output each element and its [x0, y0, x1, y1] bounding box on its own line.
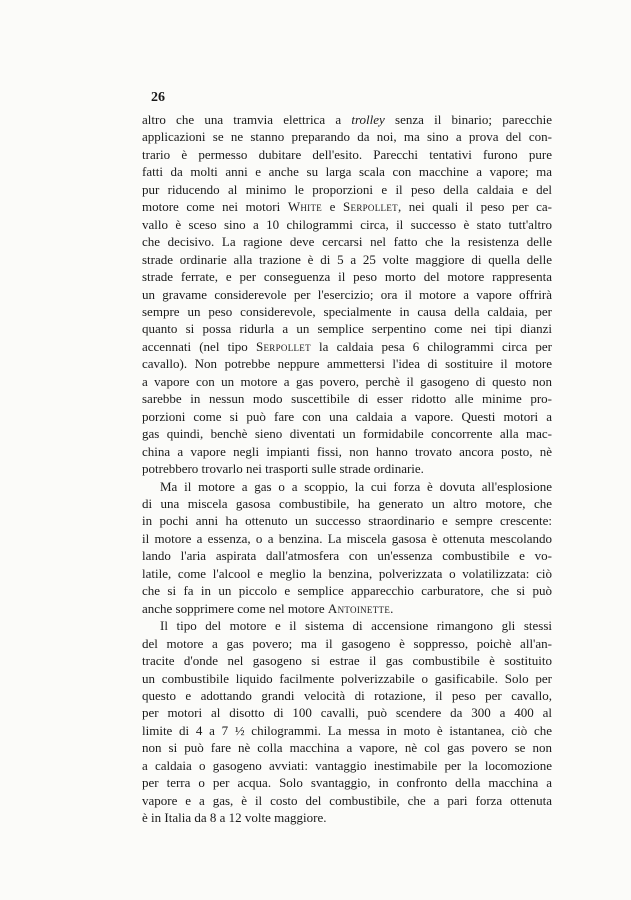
text-line [142, 809, 552, 826]
text-run: tracite d'onde nel gasogeno si estrae il gas combustibile è sostituito [142, 653, 552, 669]
text-run: il motore a essenza, o a benzina. La miscela gasosa è ottenuta mescolando [142, 530, 552, 546]
text-run: sempre un peso considerevole, specialmente in causa della caldaia, per [142, 303, 552, 319]
text-line [142, 600, 552, 617]
text-line [142, 670, 552, 687]
text-run: cavallo). Non potrebbe neppure ammettersi l'idea di sostituire il motore [142, 356, 552, 372]
text-run: accennati (nel tipo [142, 338, 256, 354]
text-run: sarebbe in nessun modo suscettibile di esser ridotto alle minime pro- [142, 391, 552, 407]
text-line [142, 774, 552, 791]
text-run: la caldaia pesa 6 chilogrammi circa per [310, 338, 552, 354]
text-line [142, 478, 552, 495]
text-line [142, 198, 552, 215]
text-run: motore come nei motori [142, 199, 288, 215]
text-line [142, 512, 552, 529]
text-run: limite di 4 a 7 ½ chilogrammi. La messa in moto è istantanea, ciò che [142, 722, 552, 738]
text-line [142, 373, 552, 390]
text-run: Il tipo del motore e il sistema di accensione rimangono gli stessi [160, 618, 552, 634]
text-line [142, 792, 552, 809]
text-line [142, 251, 552, 268]
text-run: non si può fare nè colla macchina a vapore, nè col gas povero se non [142, 740, 552, 756]
text-line [142, 163, 552, 180]
text-run: per terra o per acqua. Solo svantaggio, in confronto della macchina a [142, 775, 552, 791]
text-run: quanto si possa ridurla a un semplice serpentino come nei tipi dianzi [142, 321, 552, 337]
engine-name: Serpollet [255, 338, 311, 354]
text-line [142, 181, 552, 198]
text-line [142, 460, 552, 477]
text-run: senza il binario; parecchie [384, 112, 552, 127]
text-line [142, 582, 552, 599]
text-run: di una miscela gasosa combustibile, ha generato un altro motore, che [142, 495, 552, 511]
text-run: questo e adottando grandi velocità di rotazione, il peso per cavallo, [142, 687, 552, 703]
text-run: a caldaia o gasogeno avviati: vantaggio inestimabile per la locomozione [142, 757, 552, 773]
text-run: un gravame considerevole per l'esercizio; ora il motore a vapore offrirà [142, 286, 552, 302]
text-run: un combustibile liquido facilmente polverizzabile o gasificabile. Solo per [142, 670, 552, 686]
text-line [142, 408, 552, 425]
text-run: che si fa in un piccolo e semplice apparecchio carburatore, che si può [142, 583, 552, 599]
text-run: potrebbero trovarlo nei trasporti sulle strade ordinarie. [142, 461, 424, 477]
text-line [142, 617, 552, 634]
text-run: per motori al disotto di 100 cavalli, può scendere da 300 a 400 al [142, 705, 552, 721]
text-line [142, 303, 552, 320]
text-line [142, 704, 552, 721]
engine-name: White [287, 199, 323, 215]
text-run: e [322, 199, 343, 215]
text-run: è in Italia da 8 a 12 volte maggiore. [142, 810, 327, 826]
text-line [142, 268, 552, 285]
text-line [142, 320, 552, 337]
text-run: . [390, 600, 394, 616]
text-line [142, 495, 552, 512]
text-line [142, 722, 552, 739]
text-run: altro che una tramvia elettrica a [142, 112, 352, 127]
body-text [142, 111, 552, 827]
text-run: che decisivo. La ragione deve cercarsi nel fatto che la resistenza delle [142, 234, 552, 250]
text-run: gas quindi, benchè sieno diventati un formidabile concorrente alla mac- [142, 426, 552, 442]
text-run: vapore e a gas, è il costo del combustibile, che a pari forza ottenuta [142, 792, 552, 808]
page-number: 26 [151, 90, 165, 105]
engine-name: Antoinette [327, 600, 391, 616]
text-run: porzioni come si può fare con una caldaia a vapore. Questi motori a [142, 408, 552, 424]
text-run: , nei quali il peso per ca- [397, 199, 552, 215]
italic-term: trolley [351, 112, 385, 127]
text-run: trario è permesso dubitare dell'esito. Parecchi tentativi furono pure [142, 146, 552, 162]
text-line [142, 757, 552, 774]
text-run: latile, come l'alcool e meglio la benzina, polverizzata o volatilizzata: ciò [142, 565, 552, 581]
text-line [142, 128, 552, 145]
text-run: in pochi anni ha ottenuto un successo straordinario e sempre crescente: [142, 513, 552, 529]
text-line [142, 286, 552, 303]
text-run: strade ferrate, e per conseguenza il peso morto del motore rappresenta [142, 269, 552, 285]
text-run: china a vapore negli impianti fissi, non hanno trovato ancora posto, nè [142, 443, 552, 459]
text-run: lando l'aria aspirata dall'atmosfera con un'essenza combustibile e vo- [142, 548, 552, 564]
text-run: anche sopprimere come nel motore [142, 600, 328, 616]
text-run: pur riducendo al minimo le proporzioni e il peso della caldaia e del [142, 181, 552, 197]
text-run: strade ordinarie alla trazione è di 5 a 25 volte maggiore di quella delle [142, 251, 552, 267]
text-line [142, 233, 552, 250]
text-line [142, 146, 552, 163]
text-run: fatti da molti anni e anche su larga scala con macchine a vapore; ma [142, 164, 552, 180]
text-line [142, 547, 552, 564]
text-line [142, 739, 552, 756]
text-line [142, 390, 552, 407]
text-run: vallo è sceso sino a 10 chilogrammi circa, il successo è stato tutt'altro [142, 216, 552, 232]
text-line [142, 530, 552, 547]
text-run: del motore a gas povero; ma il gasogeno è soppresso, poichè all'an- [142, 635, 552, 651]
text-line [142, 635, 552, 652]
text-line [142, 652, 552, 669]
text-line [142, 216, 552, 233]
text-run: Ma il motore a gas o a scoppio, la cui forza è dovuta all'esplosione [160, 478, 552, 494]
text-line [142, 565, 552, 582]
text-line [142, 443, 552, 460]
text-line [142, 687, 552, 704]
text-run: a vapore con un motore a gas povero, perchè il gasogeno di questo non [142, 373, 552, 389]
text-run: applicazioni se ne stanno preparando da noi, ma sino a prova del con- [142, 129, 552, 145]
text-line [142, 425, 552, 442]
engine-name: Serpollet [343, 199, 398, 215]
text-line [142, 355, 552, 372]
text-line [142, 338, 552, 355]
text-line [142, 111, 552, 128]
